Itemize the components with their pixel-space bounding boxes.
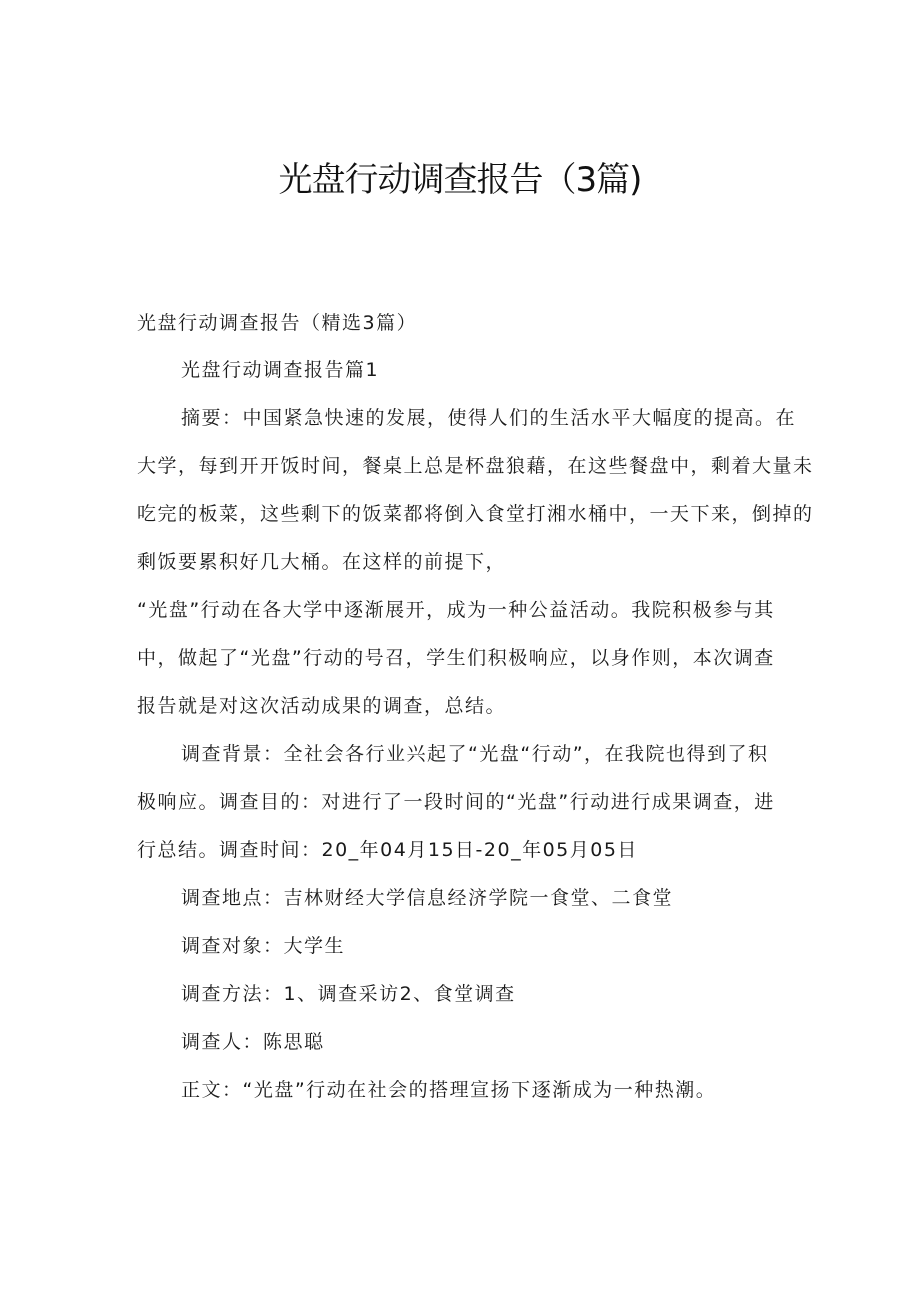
body-line: 剩饭要累积好几大桶。在这样的前提下， [137, 551, 507, 573]
body-line: 调查人：陈思聪 [181, 1031, 325, 1053]
body-line: 中，做起了“光盘”行动的号召，学生们积极响应，以身作则，本次调查 [137, 647, 775, 669]
body-line: 报告就是对这次活动成果的调查，总结。 [137, 695, 507, 717]
document-subtitle: 光盘行动调查报告（精选3篇） [137, 312, 418, 334]
body-line: 摘要：中国紧急快速的发展，使得人们的生活水平大幅度的提高。在 [181, 407, 797, 429]
section-heading: 光盘行动调查报告篇1 [181, 359, 380, 381]
body-line: 行总结。调查时间：20_年04月15日-20_年05月05日 [137, 839, 638, 861]
body-line: 调查方法：1、调查采访2、食堂调查 [181, 983, 516, 1005]
body-line: 吃完的板菜，这些剩下的饭菜都将倒入食堂打湘水桶中，一天下来，倒掉的 [137, 503, 814, 525]
body-line: “光盘”行动在各大学中逐渐展开，成为一种公益活动。我院积极参与其 [137, 599, 775, 621]
body-line: 极响应。调查目的：对进行了一段时间的“光盘”行动进行成果调查，进 [137, 791, 775, 813]
body-line: 调查地点：吉林财经大学信息经济学院一食堂、二食堂 [181, 887, 674, 909]
body-line: 正文：“光盘”行动在社会的搭理宣扬下逐渐成为一种热潮。 [181, 1079, 717, 1101]
document-title: 光盘行动调查报告（3篇) [278, 160, 642, 200]
body-line: 调查对象：大学生 [181, 935, 346, 957]
body-line: 调查背景：全社会各行业兴起了“光盘“行动”，在我院也得到了积 [181, 743, 769, 765]
body-line: 大学，每到开开饭时间，餐桌上总是杯盘狼藉，在这些餐盘中，剩着大量未 [137, 455, 814, 477]
